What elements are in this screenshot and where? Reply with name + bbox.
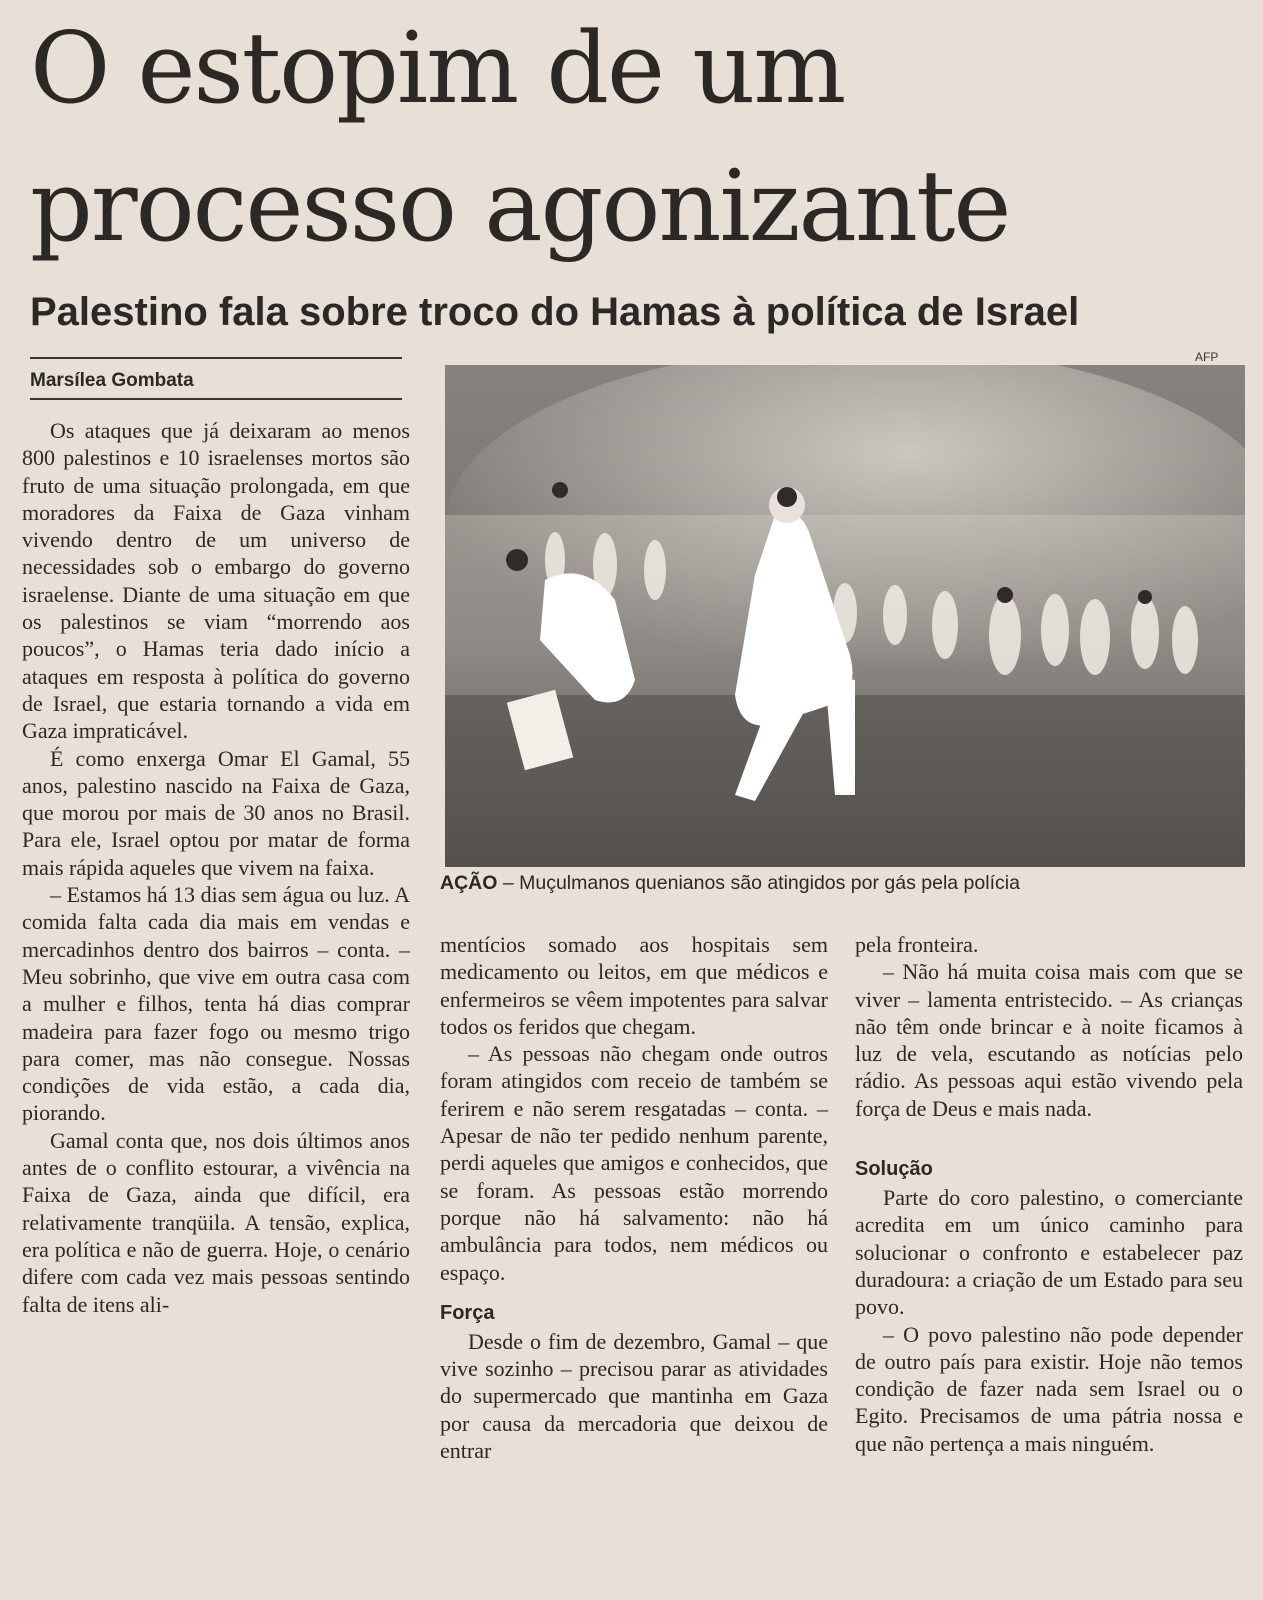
byline-rule-bottom xyxy=(30,398,402,400)
news-photo xyxy=(445,365,1245,867)
photo-caption xyxy=(440,872,1260,895)
paragraph: Os ataques que já deixaram ao menos 800 palestinos e 10 israelenses mortos são fruto de uma situação prolongada, em que moradores da Faixa de Gaza vinham vivendo dentro de um universo de necessidades sob o embargo do governo israelense. Diante de uma situação em que os palestinos se viam “morrendo aos poucos”, o Hamas teria dado início a ataques em resposta à política do governo de Israel, que estaria tornando a vida em Gaza impraticável. xyxy=(22,418,410,744)
paragraph: – O povo palestino não pode depender de outro país para existir. Hoje não temos condição de fazer nada sem Israel ou o Egito. Precisamos de uma pátria nossa e que não pertença a mais ninguém. xyxy=(855,1321,1243,1456)
article-column-1 xyxy=(22,417,410,1318)
headline-line-2: processo agonizante xyxy=(30,150,1010,264)
headline xyxy=(30,0,1230,276)
paragraph: pela fronteira. xyxy=(855,932,979,957)
paragraph: mentícios somado aos hospitais sem medicamento ou leitos, em que médicos e enfermeiros se vêem impotentes para salvar todos os feridos que chegam. xyxy=(440,932,828,1039)
byline: Marsílea Gombata xyxy=(30,370,194,391)
paragraph: É como enxerga Omar El Gamal, 55 anos, palestino nascido na Faixa de Gaza, que morou por mais de 30 anos no Brasil. Para ele, Israel optou por matar de forma mais rápida aqueles que vivem na faixa. xyxy=(22,745,410,880)
paragraph: Parte do coro palestino, o comerciante acredita em um único caminho para solucionar o confronto e estabelecer paz duradoura: a criação de um Estado para seu povo. xyxy=(855,1185,1243,1320)
section-heading-solucao: Solução xyxy=(855,1158,933,1181)
article-column-2 xyxy=(440,931,828,1464)
photo-credit: AFP xyxy=(1195,350,1219,364)
caption-text: – Muçulmanos quenianos são atingidos por gás pela polícia xyxy=(497,872,1020,894)
subheadline: Palestino fala sobre troco do Hamas à política de Israel xyxy=(30,290,1080,334)
paragraph: Gamal conta que, nos dois últimos anos antes de o conflito estourar, a vivência na Faixa de Gaza, ainda que difícil, era relativamente tranqüila. A tensão, explica, era política e não de guerra. Hoje, o cenário difere com cada vez mais pessoas sentindo falta de itens ali- xyxy=(22,1127,410,1317)
headline-line-1: O estopim de um xyxy=(30,12,845,126)
paragraph: – Não há muita coisa mais com que se viver – lamenta entristecido. – As crianças não têm onde brincar e à noite ficamos à luz de vela, escutando as notícias pelo rádio. As pessoas aqui estão vivendo pela força de Deus e mais nada. xyxy=(855,959,1243,1121)
paragraph: – Estamos há 13 dias sem água ou luz. A comida falta cada dia mais em vendas e mercadinhos dentro dos bairros – conta. – Meu sobrinho, que vive em outra casa com a mulher e filhos, tenta há dias comprar madeira para fazer fogo ou mesmo trigo para comer, mas não consegue. Nossas condições de vida estão, a cada dia, piorando. xyxy=(22,882,410,1126)
byline-rule-top xyxy=(30,357,402,359)
article-column-3 xyxy=(855,931,1243,1457)
paragraph: – As pessoas não chegam onde outros foram atingidos com receio de também se ferirem e não serem resgatadas – conta. – Apesar de não ter pedido nenhum parente, perdi aqueles que amigos e conhecidos, que se foram. As pessoas estão morrendo porque não há salvamento: não há ambulância para todos, nem médicos ou espaço. xyxy=(440,1041,828,1285)
paragraph: Desde o fim de dezembro, Gamal – que vive sozinho – precisou parar as atividades do supermercado que mantinha em Gaza por causa da mercadoria que deixou de entrar xyxy=(440,1328,828,1464)
section-heading-forca: Força xyxy=(440,1301,495,1324)
caption-label: AÇÃO xyxy=(440,872,498,894)
